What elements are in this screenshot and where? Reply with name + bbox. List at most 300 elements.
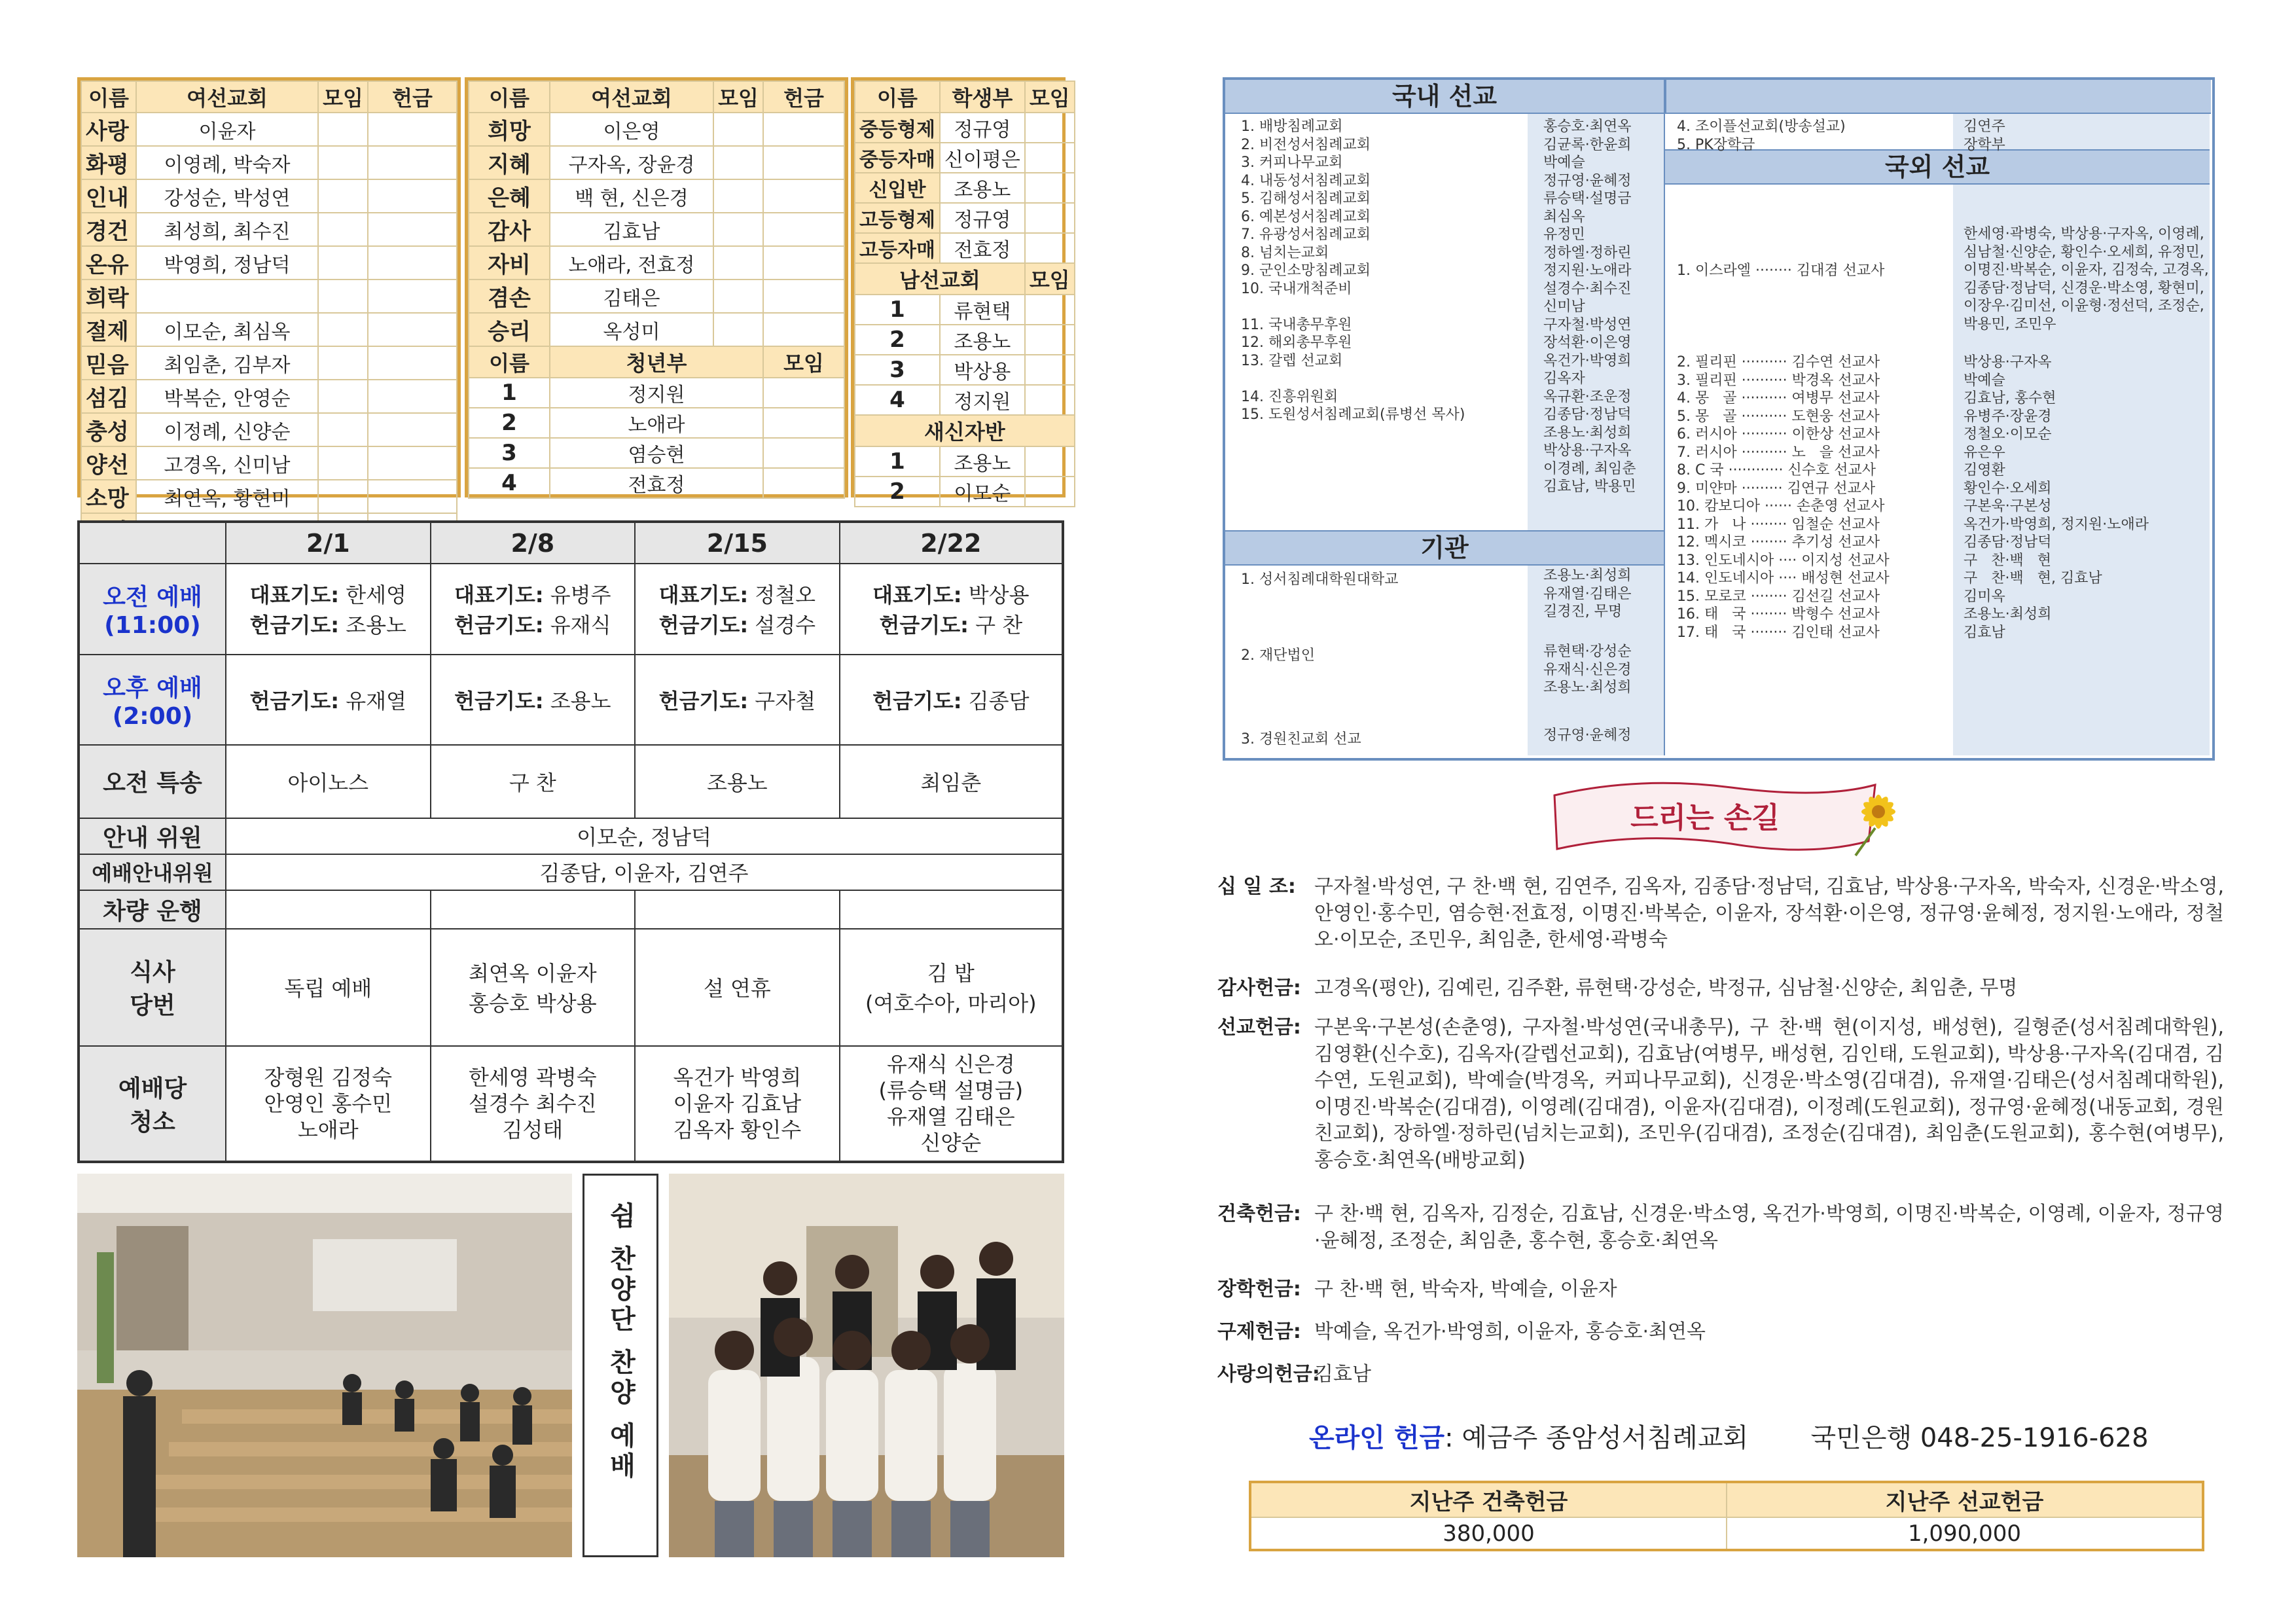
meeting-cell	[318, 480, 368, 513]
meeting-cell	[318, 280, 368, 313]
group-row	[81, 113, 457, 146]
duty-label: 헌금기도:	[658, 688, 749, 713]
special-song-cell: 최임춘	[840, 745, 1063, 818]
donor-names: 황인수·오세희	[1964, 480, 2052, 497]
donor-names: 이장우·김미선, 이윤형·정선덕, 조정순,	[1964, 298, 2204, 314]
donor-names: 구 찬·백 현	[1964, 552, 2051, 569]
donor-names: 조용노·최성희	[1543, 568, 1632, 584]
offering-type-label: 십 일 조:	[1217, 875, 1296, 898]
duty-line	[844, 579, 1058, 609]
donor-names: 유병주·장윤경	[1964, 408, 2052, 425]
group-row	[81, 446, 457, 480]
organization-donors	[1543, 727, 1632, 745]
donor-names: 김종담·정남덕, 신경운·박소영, 황현미,	[1964, 280, 2204, 297]
domestic-church: 12. 해외총무후원	[1241, 334, 1352, 351]
youth-header-row	[469, 346, 844, 378]
row-number: 3	[469, 438, 550, 468]
meal-duty-cell	[635, 929, 840, 1046]
vehicle-cell	[635, 890, 840, 929]
col-header: 학생부	[940, 81, 1025, 113]
domestic-church: 15. 도원성서침례교회(류병선 목사)	[1241, 406, 1465, 423]
group-members: 이윤자	[136, 113, 318, 146]
photo-caption-left	[583, 1174, 658, 1557]
col-header: 이름	[855, 81, 940, 113]
morning-duty-cell	[840, 564, 1063, 654]
meeting-cell	[1025, 477, 1075, 507]
label-line: 예배당	[118, 1075, 187, 1102]
offering-cell	[763, 280, 844, 313]
cleaning-line: 노애라	[297, 1117, 359, 1142]
offering-cell	[368, 380, 457, 413]
group-members: 이모순, 최심옥	[136, 313, 318, 346]
domestic-church: 6. 예본성서침례교회	[1241, 208, 1371, 225]
student-row	[855, 173, 1075, 203]
group-row	[81, 280, 457, 313]
student-row	[855, 203, 1075, 233]
group-members: 박영희, 정남덕	[136, 246, 318, 280]
meeting-cell	[763, 438, 844, 468]
offering-cell	[763, 246, 844, 280]
group-members: 옥성미	[550, 313, 713, 346]
donor-names: 조용노·최성희	[1964, 606, 2052, 623]
date-header: 2/15	[635, 522, 840, 564]
donor-names: 김종담·정남덕	[1543, 406, 1632, 423]
meeting-cell	[1025, 295, 1075, 325]
domestic-church	[1241, 298, 1465, 316]
worship-hall-image	[77, 1174, 572, 1557]
donor-names: 이경례, 최임춘	[1543, 460, 1636, 477]
group-name: 감사	[469, 213, 550, 246]
account-holder: 예금주 종암성서침례교회	[1462, 1423, 1749, 1453]
vehicle-cell	[431, 890, 636, 929]
cleaning-line: 설경수 최수진	[468, 1091, 597, 1116]
corner-cell	[79, 522, 226, 564]
domestic-extra-donor-list	[1964, 118, 2005, 154]
group-name: 희망	[469, 113, 550, 146]
label-line: (2:00)	[112, 702, 193, 730]
domestic-donor-list	[1543, 118, 1636, 496]
caption-text: 쉼 찬양단 찬양 예배	[605, 1202, 636, 1482]
missionary-entry: 13. 인도네시아 ···· 이지성 선교사	[1677, 552, 1890, 569]
meal-duty-cell	[226, 929, 431, 1046]
col-header: 모임	[713, 81, 763, 113]
domestic-church: 9. 군인소망침례교회	[1241, 262, 1371, 279]
group-name: 온유	[81, 246, 136, 280]
offering-type-label: 구제헌금:	[1217, 1320, 1301, 1343]
donor-names: 구자철·박성연	[1543, 316, 1632, 333]
row-label-worship-usher: 예배안내위원	[79, 854, 226, 890]
mission-total-label: 지난주 선교헌금	[1727, 1482, 2203, 1517]
teacher-name: 정규영	[940, 113, 1025, 143]
donor-names: 김효남, 박용민	[1543, 478, 1636, 495]
col-header: 이름	[469, 346, 550, 378]
duty-label: 헌금기도:	[879, 613, 969, 638]
donor-names: 박예슬	[1543, 154, 1585, 171]
meeting-cell	[713, 146, 763, 179]
worship-photo	[77, 1174, 572, 1557]
teacher-name: 정규영	[940, 203, 1025, 233]
col-header: 여선교회	[550, 81, 713, 113]
meal-line: 독립 예배	[284, 976, 372, 1001]
group-row	[81, 213, 457, 246]
donor-names: 길경진, 무명	[1543, 604, 1623, 620]
meeting-cell	[1025, 113, 1075, 143]
men-row	[855, 385, 1075, 415]
group-name: 사랑	[81, 113, 136, 146]
donor-names: 옥규환·조운정	[1543, 388, 1632, 405]
youth-row	[469, 378, 844, 408]
meeting-cell	[713, 313, 763, 346]
domestic-church: 11. 국내총무후원	[1241, 316, 1352, 333]
offering-cell	[368, 179, 457, 213]
domestic-church: 7. 유광성서침례교회	[1241, 226, 1371, 243]
worship-usher-names: 김종담, 이윤자, 김연주	[226, 854, 1063, 890]
men-row	[855, 325, 1075, 355]
donor-names: 홍승호·최연옥	[1543, 118, 1632, 135]
domestic-church: 14. 진흥위원회	[1241, 388, 1338, 405]
group-row	[81, 179, 457, 213]
special-song-cell: 조용노	[635, 745, 840, 818]
donor-names: 신미남	[1543, 298, 1585, 315]
duty-line	[230, 579, 426, 609]
teacher-name: 신이평은	[940, 143, 1025, 173]
cleaning-line: 김성태	[502, 1117, 564, 1142]
cleaning-line: 신양순	[920, 1130, 982, 1155]
domestic-church: 13. 갈렙 선교회	[1241, 352, 1343, 369]
donor-names: 김연주	[1964, 118, 2005, 135]
col-header: 모임	[1025, 263, 1075, 295]
domestic-list-extra	[1677, 118, 1846, 154]
youth-row	[469, 468, 844, 498]
organization-donors	[1543, 567, 1632, 621]
cleaning-duty-cell	[635, 1046, 840, 1162]
group-row	[469, 213, 844, 246]
meeting-cell	[1025, 325, 1075, 355]
duty-line	[639, 609, 835, 639]
class-name: 고등형제	[855, 203, 940, 233]
offering-donors: 구자철·박성연, 구 찬·백 현, 김연주, 김옥자, 김종담·정남덕, 김효남, 박상용·구자옥, 박숙자, 신경운·박소영, 안영인·홍수민, 염승현·전효정, 이명진·박복순, 이윤자, 장석환·이은영, 정규영·윤혜정, 정지원·노애라, 정철오·이모순, 조민우, 최임춘, 한세영·곽병숙	[1314, 875, 2224, 951]
group-members: 구자옥, 장윤경	[550, 146, 713, 179]
men-row	[855, 355, 1075, 385]
organization-donors	[1543, 643, 1632, 697]
donor-names: 이명진·박복순, 이윤자, 김정숙, 고경옥,	[1964, 262, 2209, 278]
label-line: 청소	[130, 1108, 175, 1136]
duty-person: 유재열	[346, 688, 406, 713]
men-header-row	[855, 263, 1075, 295]
donor-names: 구 찬·백 현, 김효남	[1964, 570, 2102, 586]
cleaning-line: 유재열 김태은	[886, 1104, 1015, 1129]
member-name: 염승현	[550, 438, 763, 468]
missionary-entry: 17. 태 국 ········ 김인태 선교사	[1677, 624, 1880, 641]
men-row	[855, 295, 1075, 325]
row-label-meal-duty	[79, 929, 226, 1046]
member-name: 정지원	[550, 378, 763, 408]
group-members: 최연옥, 황현미	[136, 480, 318, 513]
row-label-special-song: 오전 특송	[79, 745, 226, 818]
label-line: (11:00)	[104, 612, 201, 640]
group-row	[469, 313, 844, 346]
offering-cell	[368, 146, 457, 179]
donor-names: 장학부	[1964, 136, 2005, 153]
group-row	[81, 146, 457, 179]
group-name: 희락	[81, 280, 136, 313]
mission-support-panel	[1223, 77, 2215, 761]
donor-names: 박상용·구자옥	[1964, 354, 2052, 370]
cleaning-line: 김옥자 황인수	[673, 1117, 802, 1142]
offering-donors: 구 찬·백 현, 김옥자, 김정순, 김효남, 신경운·박소영, 옥건가·박영희, 이명진·박복순, 이영례, 이윤자, 정규영·윤혜정, 조정순, 최임춘, 홍수현, 홍승호·최연옥	[1314, 1202, 2224, 1252]
donor-names: 조용노·최성희	[1543, 679, 1632, 696]
group-row	[469, 246, 844, 280]
row-label-vehicle: 차량 운행	[79, 890, 226, 929]
domestic-church: 2. 비전성서침례교회	[1241, 136, 1371, 153]
donor-names: 류승택·설명금	[1543, 190, 1632, 207]
duty-label: 대표기도:	[249, 583, 340, 608]
offering-cell	[368, 413, 457, 446]
domestic-church: 4. 조이플선교회(방송설교)	[1677, 118, 1846, 135]
donor-names: 류현택·강성순	[1543, 643, 1632, 660]
afternoon-duty-cell	[431, 655, 636, 745]
donor-names: 구본욱·구본성	[1964, 498, 2052, 514]
offering-cell	[763, 113, 844, 146]
group-members: 노애라, 전효정	[550, 246, 713, 280]
offering-donors: 구 찬·백 현, 박숙자, 박예슬, 이윤자	[1314, 1278, 1617, 1301]
group-row	[81, 246, 457, 280]
label-line: 오후 예배	[103, 674, 202, 702]
member-name: 노애라	[550, 408, 763, 438]
member-name: 류현택	[940, 295, 1025, 325]
missionary-entry: 11. 가 나 ········ 임철순 선교사	[1677, 516, 1880, 533]
missionary-entry: 8. C 국 ············ 신수호 선교사	[1677, 462, 1876, 478]
cleaning-line: 이윤자 김효남	[673, 1091, 802, 1116]
duty-line	[639, 579, 835, 609]
meeting-cell	[318, 213, 368, 246]
row-label-morning-service	[79, 564, 226, 654]
group-members: 고경옥, 신미남	[136, 446, 318, 480]
duty-person: 정철오	[755, 583, 816, 608]
offering-donors: 박예슬, 옥건가·박영희, 이윤자, 홍승호·최연옥	[1314, 1320, 1706, 1343]
meeting-cell	[318, 413, 368, 446]
domestic-church: 10. 국내개척준비	[1241, 280, 1352, 297]
offering-cell	[763, 213, 844, 246]
group-name: 절제	[81, 313, 136, 346]
meeting-cell	[713, 280, 763, 313]
row-number: 1	[855, 295, 940, 325]
meeting-cell	[713, 113, 763, 146]
domestic-list	[1241, 118, 1465, 424]
class-name: 고등자매	[855, 233, 940, 263]
meeting-cell	[318, 346, 368, 380]
donor-names: 최심옥	[1543, 208, 1585, 225]
student-men-table	[851, 77, 1070, 505]
overseas-donor-list	[1964, 353, 2149, 641]
donor-names: 김균록·한윤희	[1543, 136, 1632, 153]
col-header: 청년부	[550, 346, 763, 378]
usher-names: 이모순, 정남덕	[226, 818, 1063, 854]
organization-item: 2. 재단법인	[1241, 647, 1315, 664]
group-name: 믿음	[81, 346, 136, 380]
col-header: 이름	[81, 81, 136, 113]
row-label-afternoon-service	[79, 655, 226, 745]
donor-names: 박용민, 조민우	[1964, 316, 2056, 333]
duty-line	[435, 685, 631, 715]
duty-person: 박상용	[968, 583, 1030, 608]
choir-group-image	[669, 1174, 1064, 1557]
duty-label: 헌금기도:	[249, 613, 340, 638]
group-row	[81, 313, 457, 346]
meal-duty-cell	[840, 929, 1063, 1046]
group-members: 최임춘, 김부자	[136, 346, 318, 380]
missionary-entry: 4. 몽 골 ·········· 여병무 선교사	[1677, 390, 1880, 406]
offering-cell	[368, 113, 457, 146]
row-label-usher: 안내 위원	[79, 818, 226, 854]
meal-line: 설 연휴	[703, 976, 771, 1001]
group-name: 충성	[81, 413, 136, 446]
duty-label: 대표기도:	[872, 583, 962, 608]
col-header: 모임	[318, 81, 368, 113]
offering-cell	[368, 446, 457, 480]
group-members: 박복순, 안영순	[136, 380, 318, 413]
duty-line	[844, 685, 1058, 715]
row-number: 4	[469, 468, 550, 498]
cleaning-duty-cell	[840, 1046, 1063, 1162]
cleaning-line: (류승택 설명금)	[878, 1077, 1024, 1103]
organization-item: 3. 경원친교회 선교	[1241, 731, 1361, 748]
missionary-entry: 6. 러시아 ·········· 이한상 선교사	[1677, 426, 1880, 442]
duty-label: 헌금기도:	[872, 688, 962, 713]
meeting-cell	[1025, 446, 1075, 477]
row-number: 2	[855, 477, 940, 507]
worship-duty-schedule	[77, 520, 1064, 1163]
offering-cell	[763, 313, 844, 346]
donor-names: 김옥자	[1543, 370, 1585, 387]
member-name: 정지원	[940, 385, 1025, 415]
duty-label: 헌금기도:	[658, 613, 749, 638]
vehicle-cell	[226, 890, 431, 929]
cleaning-line: 한세영 곽병숙	[468, 1064, 597, 1090]
duty-person: 조용노	[346, 613, 406, 638]
label-line: 당번	[130, 992, 175, 1020]
col-header: 이름	[469, 81, 550, 113]
donor-names: 정철오·이모순	[1964, 426, 2052, 442]
group-name: 화평	[81, 146, 136, 179]
donor-names: 정하엘·정하린	[1543, 244, 1632, 261]
offering-cell	[368, 246, 457, 280]
newfamily-header-row	[855, 415, 1075, 446]
member-name: 박상용	[940, 355, 1025, 385]
meeting-cell	[713, 213, 763, 246]
duty-line	[639, 685, 835, 715]
group-row	[469, 179, 844, 213]
offering-cell	[368, 213, 457, 246]
group-row	[81, 413, 457, 446]
group-members: 이은영	[550, 113, 713, 146]
duty-person: 구자철	[755, 688, 816, 713]
afternoon-duty-cell	[840, 655, 1063, 745]
donor-names: 정규영·윤혜정	[1543, 727, 1632, 744]
offering-cell	[368, 480, 457, 513]
missionary-entry: 5. 몽 골 ·········· 도현웅 선교사	[1677, 408, 1880, 425]
member-name: 이모순	[940, 477, 1025, 507]
col-header: 헌금	[763, 81, 844, 113]
group-name: 경건	[81, 213, 136, 246]
duty-person: 김종담	[968, 688, 1030, 713]
meeting-cell	[1025, 173, 1075, 203]
domestic-church: 4. 내동성서침례교회	[1241, 172, 1371, 189]
special-song-cell: 구 찬	[431, 745, 636, 818]
group-row	[81, 480, 457, 513]
donor-names: 조용노·최성희	[1543, 424, 1632, 441]
group-name: 소망	[81, 480, 136, 513]
duty-label: 헌금기도:	[454, 688, 544, 713]
missionary-entry: 15. 모로코 ········ 김선길 선교사	[1677, 588, 1880, 605]
donor-names: 김효남, 홍수현	[1964, 390, 2056, 406]
women-mission-table-1	[77, 77, 461, 512]
domestic-church: 5. PK장학금	[1677, 136, 1755, 153]
domestic-church: 3. 커피나무교회	[1241, 154, 1343, 171]
offering-donors: 김효남	[1314, 1363, 1371, 1386]
date-header: 2/22	[840, 522, 1063, 564]
donor-names: 유재식·신은경	[1543, 661, 1632, 678]
donor-names: 옥건가·박영희	[1543, 352, 1632, 369]
meeting-cell	[318, 446, 368, 480]
online-offering-label: 온라인 헌금	[1309, 1423, 1445, 1453]
missionary-entry: 7. 러시아 ·········· 노 을 선교사	[1677, 444, 1880, 461]
newfamily-row	[855, 446, 1075, 477]
duty-label: 헌금기도:	[454, 613, 544, 638]
special-song-cell: 아이노스	[226, 745, 431, 818]
meeting-cell	[1025, 203, 1075, 233]
col-header: 새신자반	[855, 415, 1075, 446]
meeting-cell	[318, 246, 368, 280]
duty-line	[435, 579, 631, 609]
youth-row	[469, 438, 844, 468]
label-line: 오전 예배	[103, 584, 202, 611]
duty-label: 대표기도:	[658, 583, 749, 608]
domestic-church: 5. 김해성서침례교회	[1241, 190, 1371, 207]
member-name: 전효정	[550, 468, 763, 498]
group-row	[81, 380, 457, 413]
duty-person: 유재식	[550, 613, 611, 638]
date-header: 2/8	[431, 522, 636, 564]
meeting-cell	[1025, 355, 1075, 385]
group-name: 양선	[81, 446, 136, 480]
cleaning-line: 장형원 김정숙	[264, 1064, 393, 1090]
offering-type-label: 사랑의헌금:	[1217, 1363, 1320, 1386]
organization-item: 1. 성서침례대학원대학교	[1241, 571, 1399, 588]
meeting-cell	[318, 146, 368, 179]
donor-names: 정규영·윤혜정	[1543, 172, 1632, 189]
col-header: 여선교회	[136, 81, 318, 113]
group-name: 승리	[469, 313, 550, 346]
row-number: 1	[469, 378, 550, 408]
donor-names: 유정민	[1543, 226, 1585, 243]
morning-duty-cell	[226, 564, 431, 654]
overseas-list	[1677, 353, 1890, 641]
meeting-cell	[318, 313, 368, 346]
meal-line: 김 밥	[927, 961, 975, 986]
row-label-cleaning	[79, 1046, 226, 1162]
overseas-mission-title: 국외 선교	[1665, 149, 2210, 185]
group-members: 이정례, 신양순	[136, 413, 318, 446]
duty-person: 유병주	[550, 583, 611, 608]
group-name: 섬김	[81, 380, 136, 413]
donor-names: 한세영·곽병숙, 박상용·구자옥, 이영례,	[1964, 226, 2204, 242]
group-row	[469, 146, 844, 179]
duty-line	[844, 609, 1058, 639]
cleaning-duty-cell	[431, 1046, 636, 1162]
donor-names: 김영환	[1964, 462, 2005, 478]
donor-names: 유은우	[1964, 444, 2005, 461]
